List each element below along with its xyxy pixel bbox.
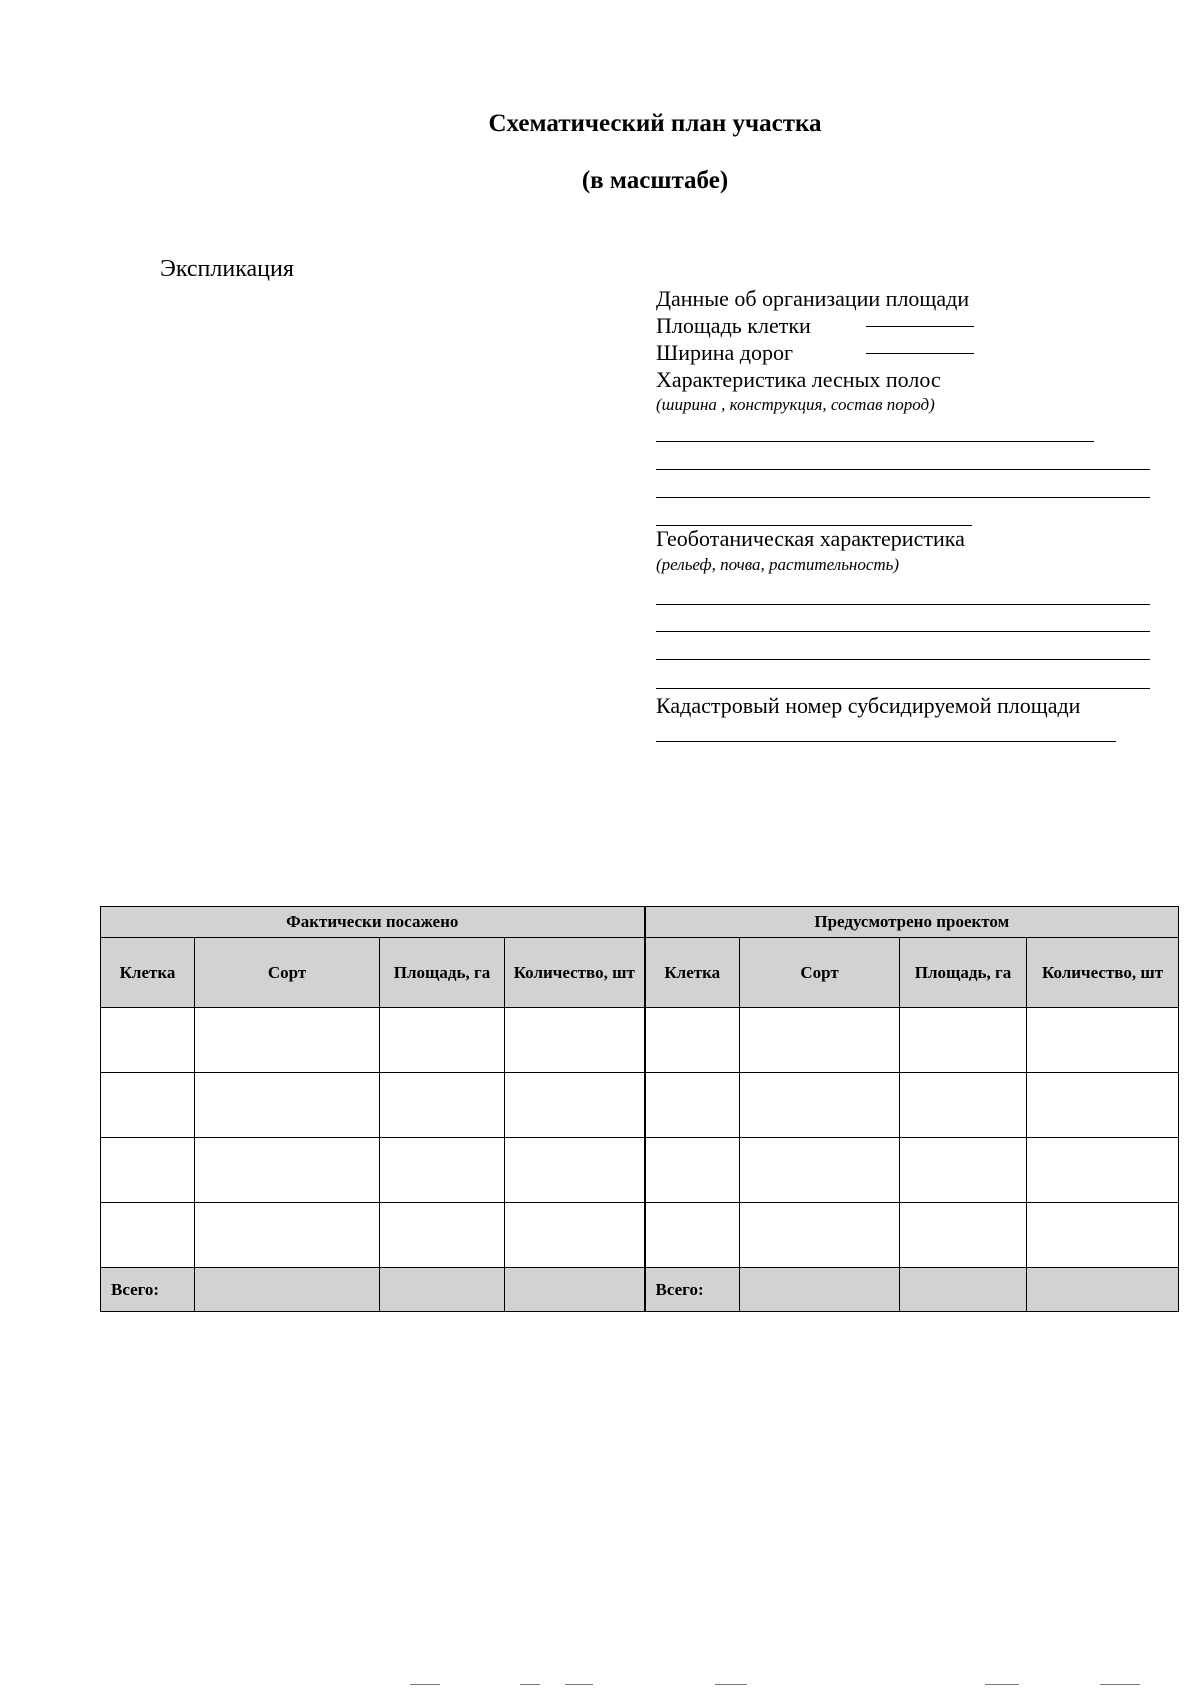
total-cell[interactable] bbox=[740, 1268, 900, 1312]
table-cell[interactable] bbox=[900, 1203, 1027, 1268]
scan-artifact bbox=[1100, 1684, 1140, 1685]
cadastral-label: Кадастровый номер субсидируемой площади bbox=[656, 693, 1081, 718]
cell-area-row bbox=[656, 312, 1156, 339]
table-cell[interactable] bbox=[505, 1073, 645, 1138]
table-cell[interactable] bbox=[1027, 1203, 1179, 1268]
table-cell[interactable] bbox=[645, 1073, 740, 1138]
table-cell[interactable] bbox=[195, 1203, 380, 1268]
table-cell[interactable] bbox=[900, 1138, 1027, 1203]
table-cell[interactable] bbox=[740, 1008, 900, 1073]
geobotanical-line-4[interactable] bbox=[656, 688, 1150, 689]
planting-table bbox=[100, 906, 1179, 1312]
table-cell[interactable] bbox=[505, 1008, 645, 1073]
geobotanical-line-3[interactable] bbox=[656, 659, 1150, 660]
table-cell[interactable] bbox=[645, 1203, 740, 1268]
total-cell[interactable] bbox=[1027, 1268, 1179, 1312]
forest-strips-line-1[interactable] bbox=[656, 441, 1094, 442]
table-cell[interactable] bbox=[380, 1008, 505, 1073]
scan-artifact bbox=[410, 1684, 440, 1685]
table-cell[interactable] bbox=[1027, 1138, 1179, 1203]
total-cell[interactable] bbox=[900, 1268, 1027, 1312]
table-cell[interactable] bbox=[740, 1138, 900, 1203]
table-cell[interactable] bbox=[900, 1073, 1027, 1138]
table-row bbox=[101, 1073, 1179, 1138]
scan-artifact bbox=[520, 1684, 540, 1685]
road-width-field[interactable] bbox=[866, 339, 974, 354]
geobotanical-heading: Геоботаническая характеристика bbox=[656, 526, 965, 551]
forest-strips-line-3[interactable] bbox=[656, 497, 1150, 498]
cell-area-field[interactable] bbox=[866, 312, 974, 327]
geobotanical-note: (рельеф, почва, растительность) bbox=[656, 555, 900, 574]
table-cell[interactable] bbox=[645, 1138, 740, 1203]
scan-artifact bbox=[565, 1684, 593, 1685]
table-cell[interactable] bbox=[101, 1073, 195, 1138]
organization-block bbox=[656, 285, 1156, 417]
table-cell[interactable] bbox=[380, 1073, 505, 1138]
scan-artifact bbox=[985, 1684, 1019, 1685]
table-cell[interactable] bbox=[101, 1138, 195, 1203]
table-cell[interactable] bbox=[740, 1203, 900, 1268]
table-cell[interactable] bbox=[195, 1138, 380, 1203]
table-cell[interactable] bbox=[380, 1203, 505, 1268]
road-width-row bbox=[656, 339, 1156, 366]
group-header-actual: Фактически посажено bbox=[101, 907, 645, 938]
table-cell[interactable] bbox=[1027, 1073, 1179, 1138]
col-header-area-actual: Площадь, га bbox=[380, 938, 505, 1008]
col-header-variety-planned: Сорт bbox=[740, 938, 900, 1008]
total-cell[interactable] bbox=[195, 1268, 380, 1312]
explication-label: Экспликация bbox=[160, 256, 294, 282]
table-cell[interactable] bbox=[195, 1073, 380, 1138]
table-cell[interactable] bbox=[740, 1073, 900, 1138]
total-cell[interactable] bbox=[505, 1268, 645, 1312]
page-subtitle: (в масштабе) bbox=[581, 167, 729, 194]
table-cell[interactable] bbox=[380, 1138, 505, 1203]
forest-strips-line-2[interactable] bbox=[656, 469, 1150, 470]
table-cell[interactable] bbox=[505, 1203, 645, 1268]
table-cell[interactable] bbox=[1027, 1008, 1179, 1073]
road-width-label: Ширина дорог bbox=[656, 340, 793, 365]
total-cell[interactable] bbox=[380, 1268, 505, 1312]
table-row bbox=[101, 1203, 1179, 1268]
geobotanical-block bbox=[656, 525, 965, 578]
forest-strips-note: (ширина , конструкция, состав пород) bbox=[656, 395, 935, 414]
col-header-quantity-planned: Количество, шт bbox=[1027, 938, 1179, 1008]
total-row bbox=[101, 1268, 1179, 1312]
table-cell[interactable] bbox=[645, 1008, 740, 1073]
table-cell[interactable] bbox=[101, 1008, 195, 1073]
table-row bbox=[101, 1008, 1179, 1073]
scan-artifact bbox=[715, 1684, 747, 1685]
forest-strips-label: Характеристика лесных полос bbox=[656, 367, 941, 392]
table-row bbox=[101, 1138, 1179, 1203]
group-header-planned: Предусмотрено проектом bbox=[645, 907, 1179, 938]
col-header-cell-actual: Клетка bbox=[101, 938, 195, 1008]
organization-heading: Данные об организации площади bbox=[656, 286, 970, 311]
col-header-quantity-actual: Количество, шт bbox=[505, 938, 645, 1008]
col-header-variety-actual: Сорт bbox=[195, 938, 380, 1008]
cadastral-line[interactable] bbox=[656, 741, 1116, 742]
table-cell[interactable] bbox=[900, 1008, 1027, 1073]
table-cell[interactable] bbox=[505, 1138, 645, 1203]
table-cell[interactable] bbox=[101, 1203, 195, 1268]
total-label-actual: Всего: bbox=[101, 1268, 195, 1312]
geobotanical-line-1[interactable] bbox=[656, 604, 1150, 605]
page-title: Схематический план участка bbox=[488, 110, 822, 137]
total-label-planned: Всего: bbox=[645, 1268, 740, 1312]
col-header-cell-planned: Клетка bbox=[645, 938, 740, 1008]
cell-area-label: Площадь клетки bbox=[656, 313, 811, 338]
geobotanical-line-2[interactable] bbox=[656, 631, 1150, 632]
table-cell[interactable] bbox=[195, 1008, 380, 1073]
col-header-area-planned: Площадь, га bbox=[900, 938, 1027, 1008]
